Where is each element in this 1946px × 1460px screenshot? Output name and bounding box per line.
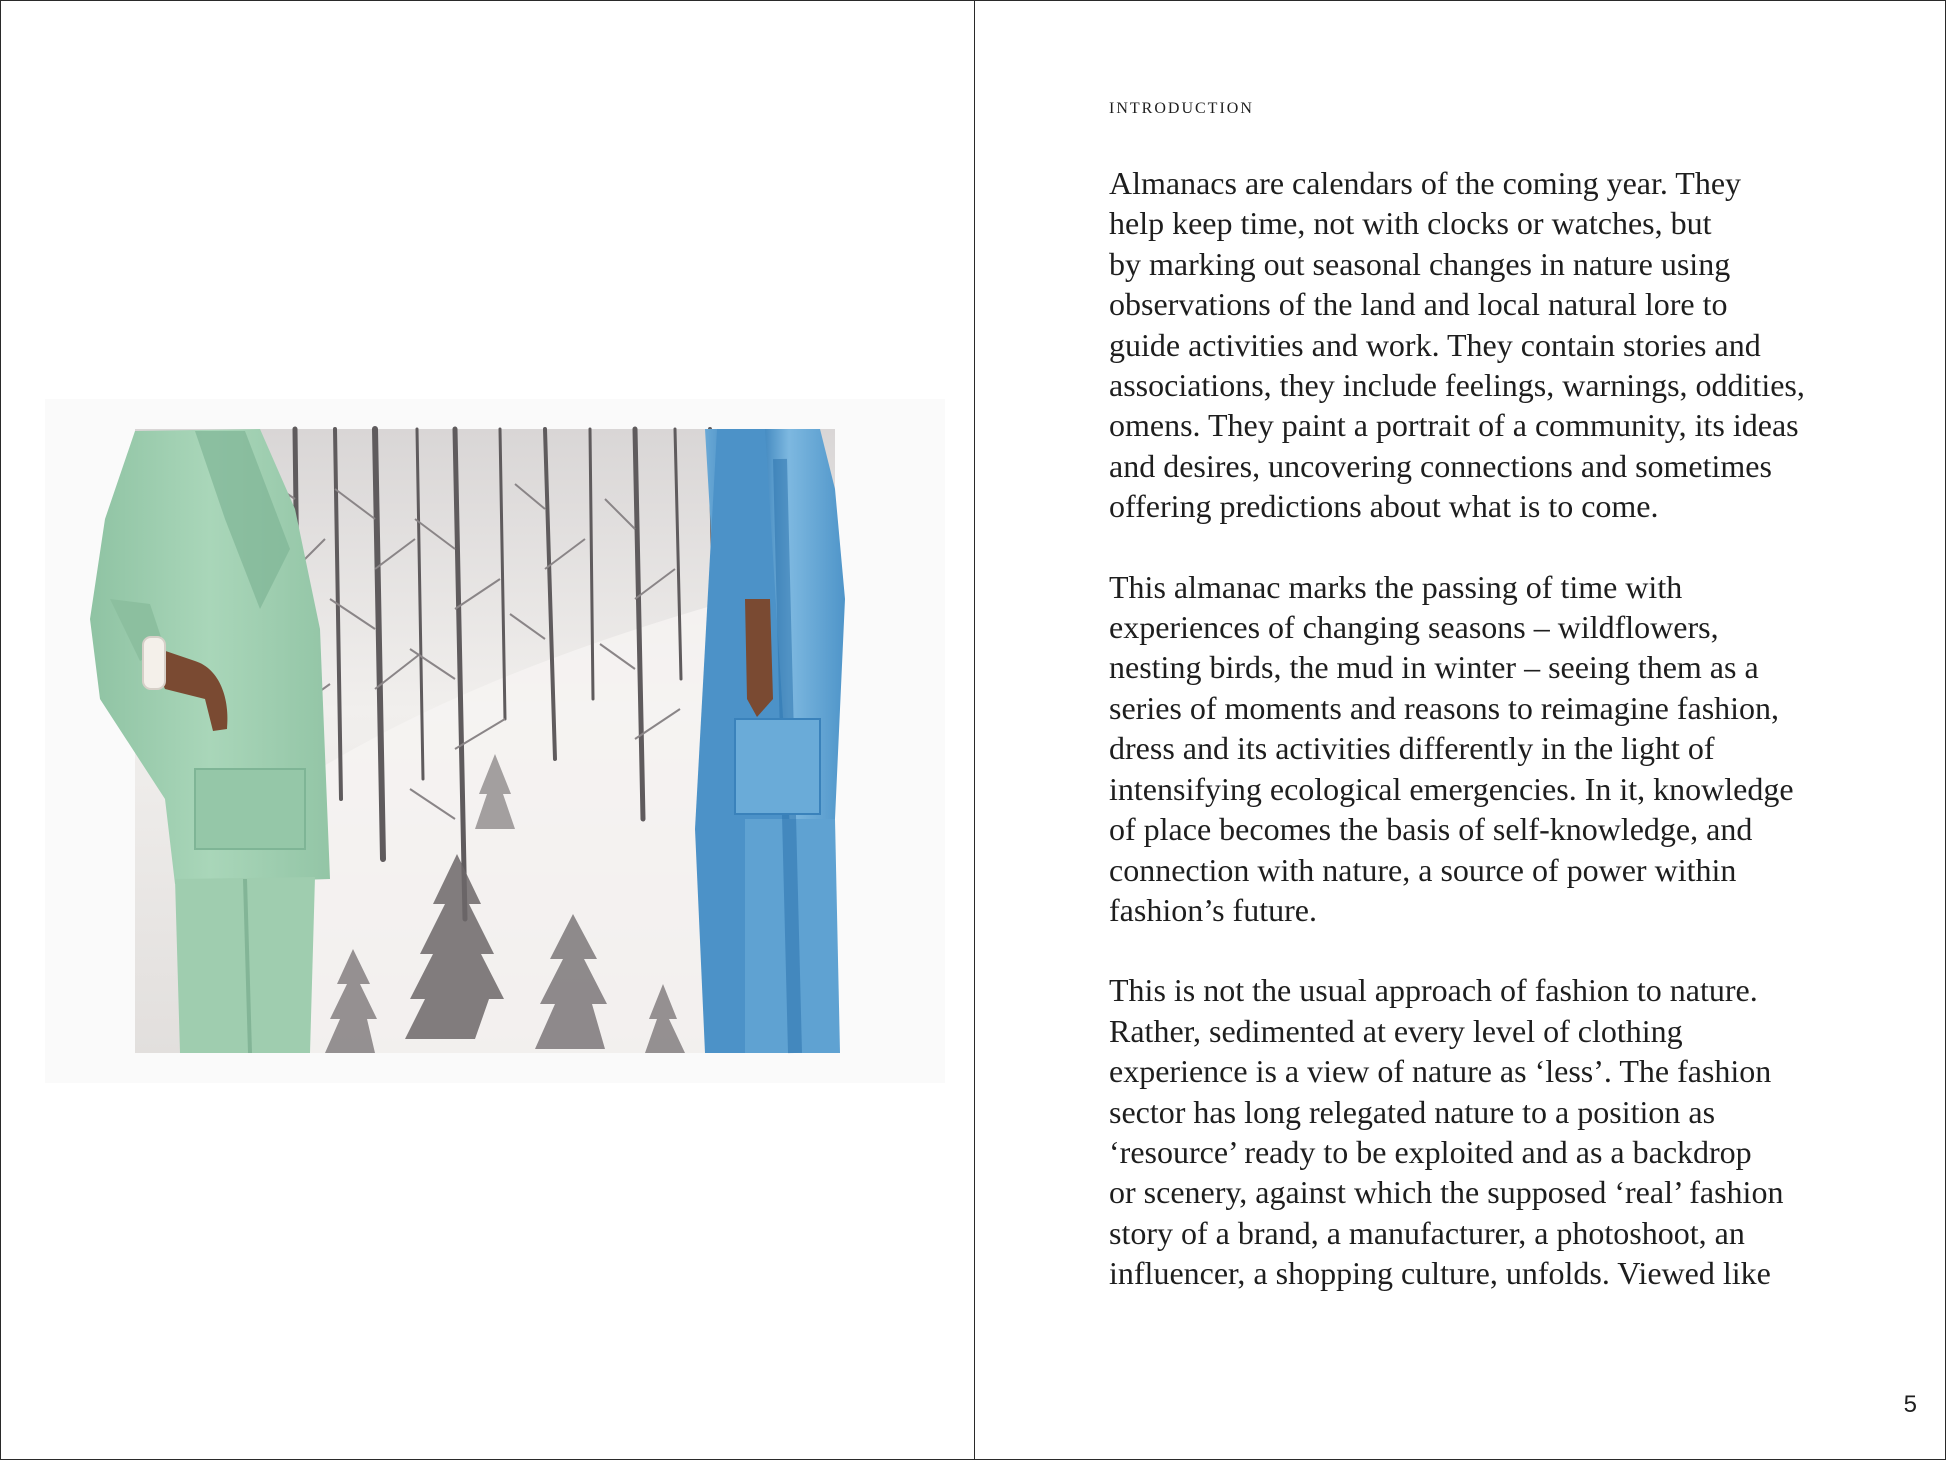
bracelet xyxy=(143,637,165,689)
collage-figures-forest xyxy=(45,399,945,1083)
paragraph-3: This is not the usual approach of fashion to nature. Rather, sedimented at every level of clothing experience is a view of nature as ‘less’. The fashion sector has long relegated nature to a position as ‘resource’ ready to be exploited and as a backdrop or scenery, against which the supposed ‘real’ fashion story of a brand, a manufacturer, a photoshoot, an influencer, a shopping culture, unfolds. Viewed like xyxy=(1109,972,1784,1292)
blue-figure-hand xyxy=(745,599,773,717)
left-page xyxy=(1,1,974,1459)
body-text xyxy=(1109,163,1889,1334)
collage-illustration xyxy=(45,399,945,1083)
paragraph-1: Almanacs are calendars of the coming year. They help keep time, not with clocks or watches, but by marking out seasonal changes in nature using observations of the land and local natural lore to guide activities and work. They contain stories and associations, they include feelings, warnings, oddities, omens. They paint a portrait of a community, its ideas and desires, uncovering connections and sometimes offering predictions about what is to come. xyxy=(1109,165,1805,525)
right-page xyxy=(975,1,1945,1459)
paragraph-2: This almanac marks the passing of time with experiences of changing seasons – wildflowers, nesting birds, the mud in winter – seeing them as a series of moments and reasons to reimagine fashion, dress and its activities differently in the light of intensifying ecological emergencies. In it, knowledge of place becomes the basis of self-knowledge, and connection with nature, a source of power within fashion’s future. xyxy=(1109,568,1794,928)
blue-suit-figure xyxy=(695,429,845,1053)
page-number: 5 xyxy=(1903,1391,1917,1418)
blue-pocket xyxy=(735,719,820,814)
green-pocket xyxy=(195,769,305,849)
green-suit-figure xyxy=(90,429,330,1053)
section-heading: introduction xyxy=(1109,93,1254,118)
